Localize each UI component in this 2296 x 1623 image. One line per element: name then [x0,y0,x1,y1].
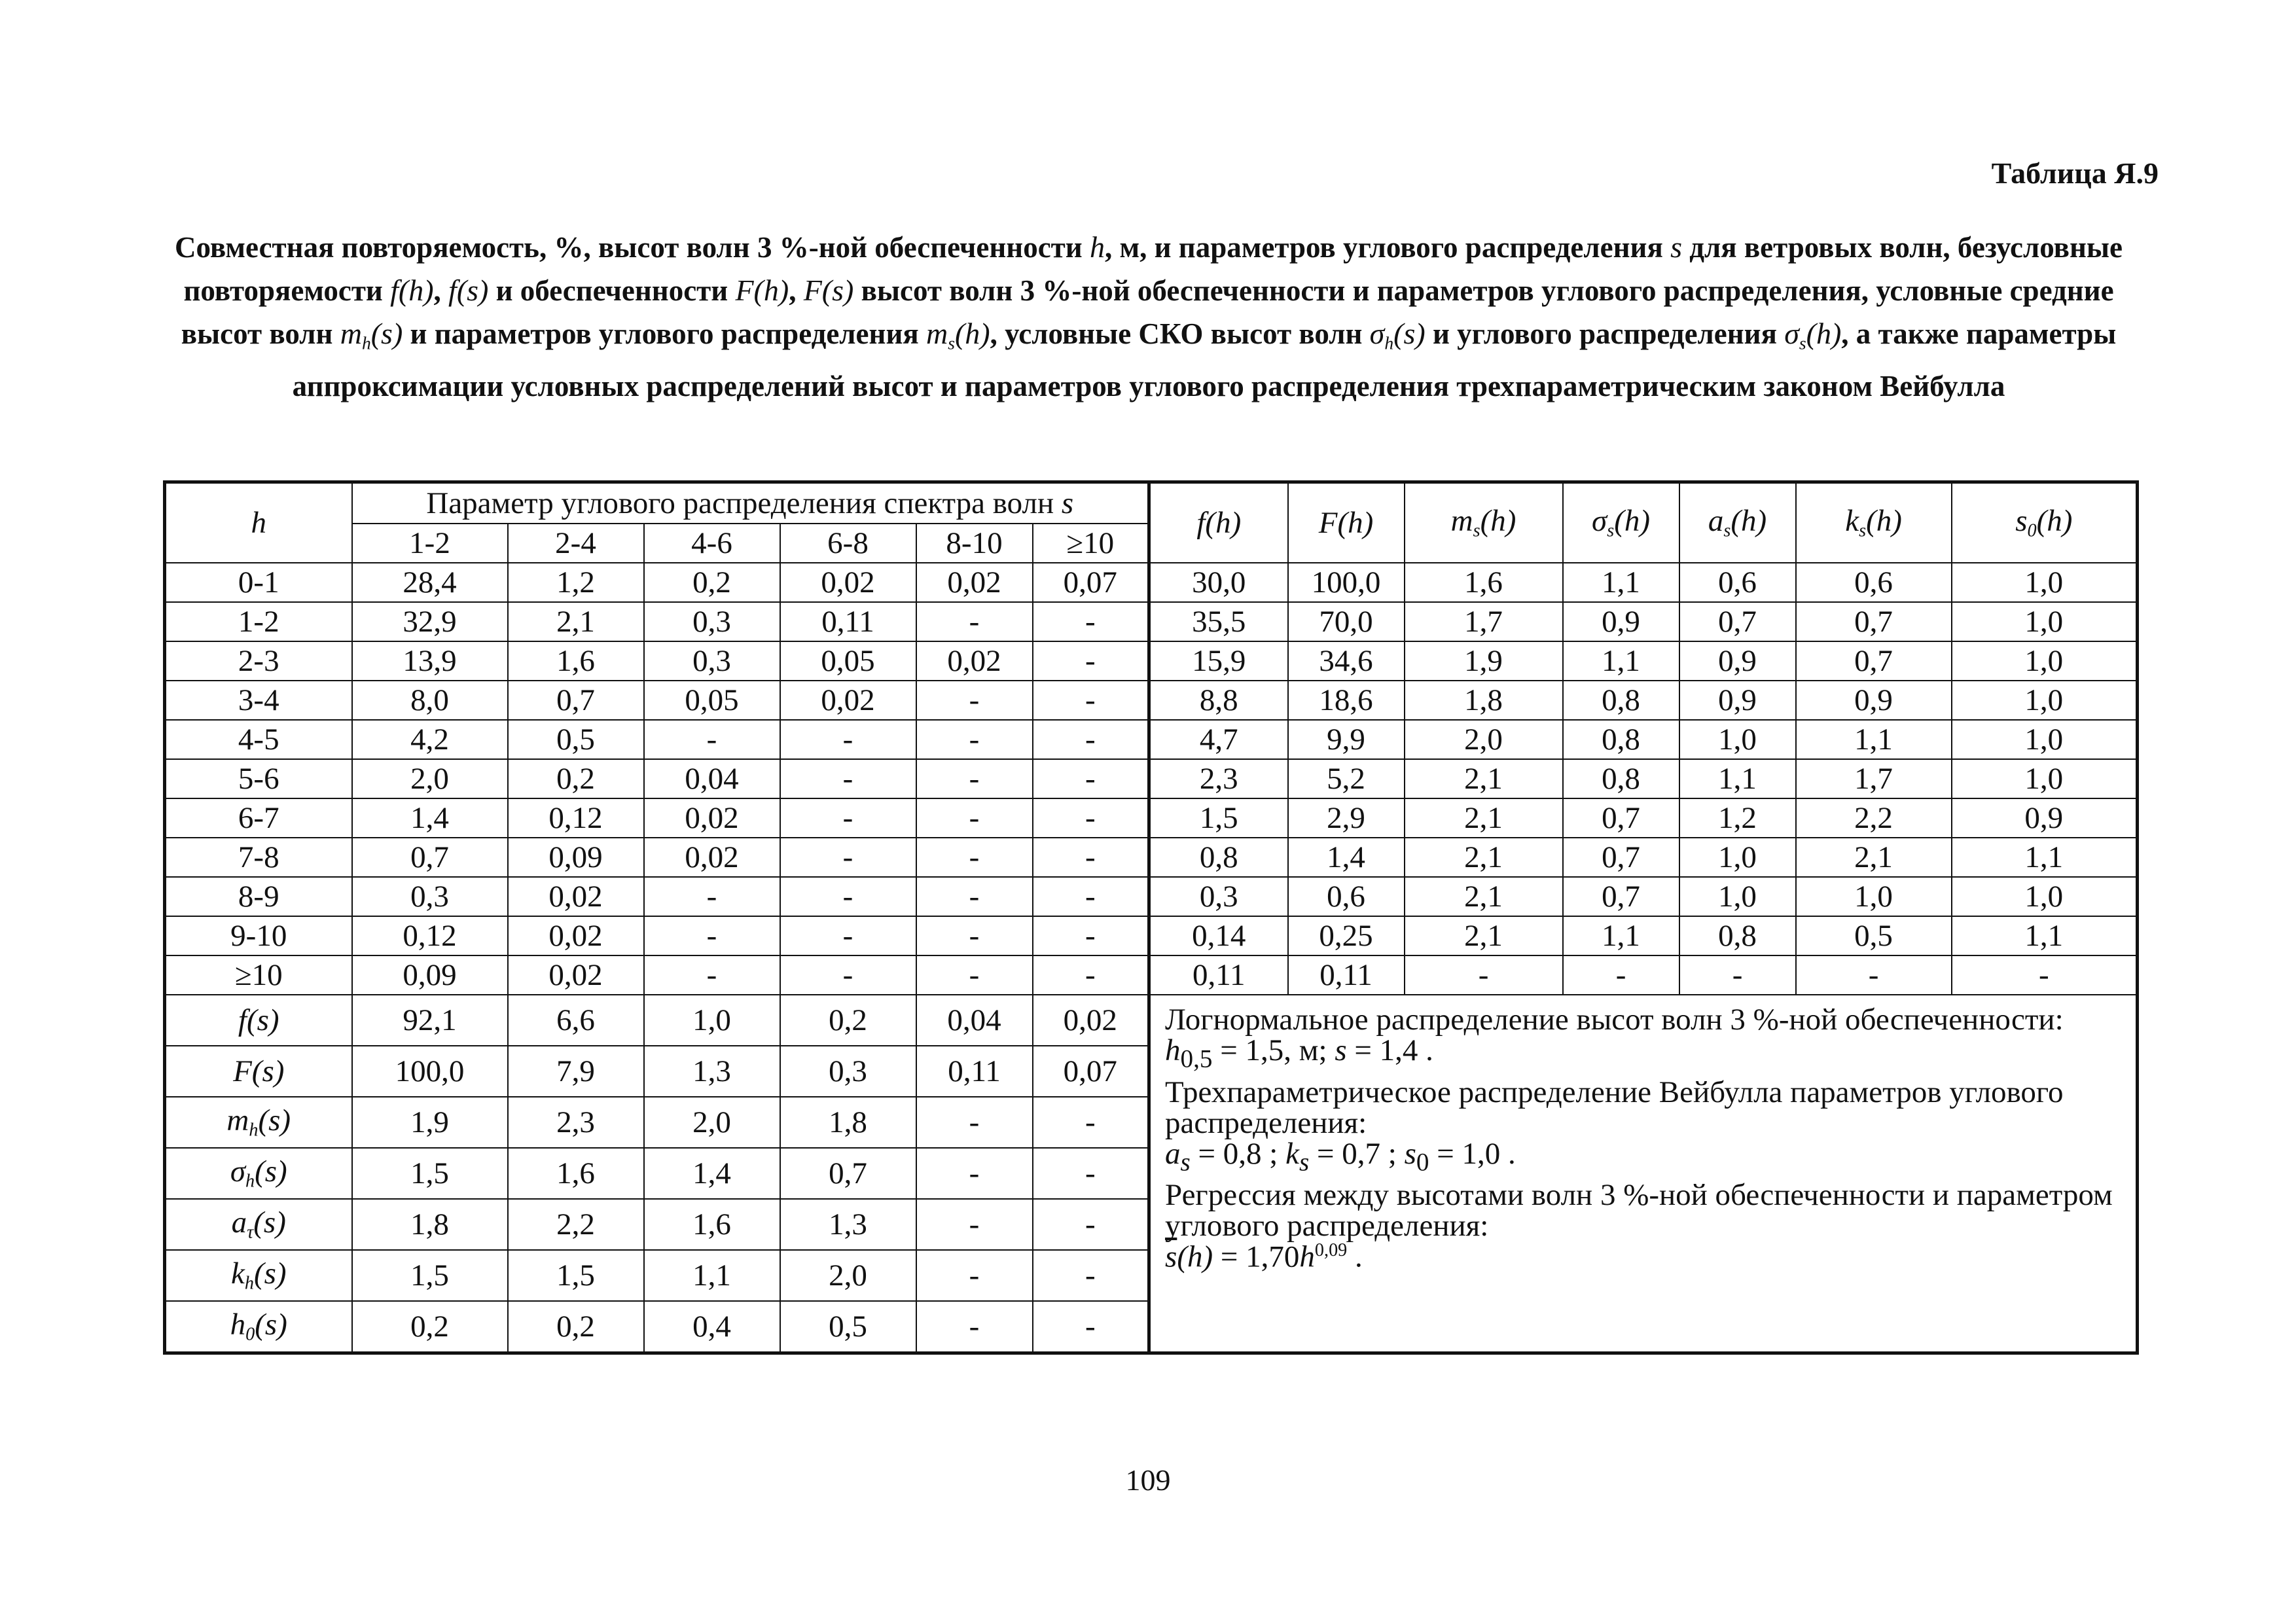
table-cell: 1,9 [1405,641,1563,681]
caption-symbol: s [1670,230,1682,264]
table-cell: 0,8 [1679,916,1796,955]
table-cell: - [916,916,1033,955]
table-cell: 0,02 [916,641,1033,681]
header-h: h [165,482,352,563]
row-h-label: 3-4 [165,681,352,720]
table-cell: 0,8 [1563,681,1679,720]
summary-cell: 0,2 [780,995,916,1046]
table-cell: - [644,955,780,995]
row-h-label: 0-1 [165,563,352,602]
summary-cell: 0,04 [916,995,1033,1046]
row-h-label: 1-2 [165,602,352,641]
table-cell: - [780,759,916,798]
table-cell: - [780,916,916,955]
header-bin: 1-2 [352,524,508,563]
caption-text: для ветровых волн, безусловные повторяемости [183,231,2123,307]
table-cell: - [780,877,916,916]
table-cell: 0,7 [1679,602,1796,641]
table-cell: 0,9 [1679,641,1796,681]
table-cell: - [780,798,916,838]
summary-label: $\sigma_h(s)$ [165,1148,352,1199]
table-cell: 1,1 [1952,838,2138,877]
table-cell: 1,0 [1679,838,1796,877]
table-cell: 0,6 [1288,877,1405,916]
note-weibull: Трехпараметрическое распределение Вейбулла параметров углового распределения: $a_s = 0,8$ ; $k_s = 0,7$ ; $s_0 = 1,0$ . [1165,1075,2064,1176]
summary-cell: 1,4 [644,1148,780,1199]
table-cell: 1,1 [1679,759,1796,798]
table-cell: - [1033,602,1149,641]
table-cell: - [644,877,780,916]
summary-cell: 1,1 [644,1250,780,1301]
table-cell: - [916,720,1033,759]
summary-cell: 92,1 [352,995,508,1046]
header-bin: ≥10 [1033,524,1149,563]
table-cell: - [916,759,1033,798]
summary-body [165,995,2138,1353]
header-s0-h: $s_0(h)$ [1952,482,2138,563]
summary-cell: 2,0 [644,1097,780,1148]
row-h-label: 8-9 [165,877,352,916]
table-cell: 0,07 [1033,563,1149,602]
table-cell: 0,14 [1149,916,1288,955]
table-cell: 0,05 [780,641,916,681]
header-sigma-s-h: $\sigma_s(h)$ [1563,482,1679,563]
table-cell: 2,1 [508,602,644,641]
summary-cell: 2,2 [508,1199,644,1250]
table-cell: 2,1 [1405,759,1563,798]
table-cell: 2,1 [1405,838,1563,877]
table-cell: 2,1 [1796,838,1952,877]
row-h-label: 6-7 [165,798,352,838]
table-cell: 2,1 [1405,916,1563,955]
header-as-h: $a_s(h)$ [1679,482,1796,563]
table-cell: - [916,838,1033,877]
table-cell: 1,7 [1796,759,1952,798]
table-label: Таблица Я.9 [1991,156,2159,190]
header-ms-h: $m_s(h)$ [1405,482,1563,563]
table-cell: - [644,916,780,955]
table-cell: 1,0 [1952,720,2138,759]
header-bin: 2-4 [508,524,644,563]
row-h-label: 7-8 [165,838,352,877]
table-cell: - [916,602,1033,641]
table-cell: 0,6 [1679,563,1796,602]
table-cell: - [1033,955,1149,995]
summary-cell: 1,5 [352,1148,508,1199]
table-cell: 9,9 [1288,720,1405,759]
summary-cell: 7,9 [508,1046,644,1097]
table-cell: 32,9 [352,602,508,641]
table-cell: 0,11 [1288,955,1405,995]
summary-cell: - [916,1148,1033,1199]
row-h-label: ≥10 [165,955,352,995]
table-cell: - [1796,955,1952,995]
header-bin: 8-10 [916,524,1033,563]
table-cell: 0,11 [1149,955,1288,995]
table-cell: - [1033,641,1149,681]
table-cell: 0,12 [352,916,508,955]
table-cell: 0,05 [644,681,780,720]
table-cell: 0,9 [1679,681,1796,720]
table-cell: 1,2 [1679,798,1796,838]
table-row [165,720,2138,759]
table-cell: 1,5 [1149,798,1288,838]
table-cell: 1,1 [1563,563,1679,602]
table-cell: - [1033,916,1149,955]
caption-text: , [789,274,797,307]
summary-label: $h_0(s)$ [165,1301,352,1353]
table-cell: 0,09 [352,955,508,995]
table-cell: 5,2 [1288,759,1405,798]
table-cell: - [916,681,1033,720]
table-cell: 1,1 [1796,720,1952,759]
table-cell: 4,2 [352,720,508,759]
summary-label: f(s) [165,995,352,1046]
summary-cell: - [916,1199,1033,1250]
summary-cell: 0,07 [1033,1046,1149,1097]
summary-cell: - [1033,1148,1149,1199]
summary-cell: 1,6 [508,1148,644,1199]
table-cell: 1,4 [352,798,508,838]
table-cell: 0,7 [1563,838,1679,877]
table-cell: - [1033,720,1149,759]
summary-label: $m_h(s)$ [165,1097,352,1148]
summary-cell: 0,2 [508,1301,644,1353]
table-row [165,759,2138,798]
table-cell: 1,0 [1952,563,2138,602]
table-cell: - [1033,838,1149,877]
table-cell: 8,0 [352,681,508,720]
row-h-label: 2-3 [165,641,352,681]
caption-symbol: F(s) [803,274,854,307]
table-cell: 34,6 [1288,641,1405,681]
table-cell: 0,8 [1563,720,1679,759]
table-cell: 0,7 [1563,798,1679,838]
table-row [165,955,2138,995]
table-cell: 1,4 [1288,838,1405,877]
table-cell: 1,1 [1563,641,1679,681]
table-cell: 0,12 [508,798,644,838]
approximation-notes [1149,995,2138,1353]
table-cell: 1,2 [508,563,644,602]
table-cell: 0,09 [508,838,644,877]
caption-symbol: f(s) [448,274,489,307]
table-cell: - [780,720,916,759]
table-row [165,798,2138,838]
caption-text: , условные СКО высот волн [990,317,1363,350]
caption-text: и углового распределения [1432,317,1777,350]
summary-cell: 0,3 [780,1046,916,1097]
table-cell: 0,02 [644,838,780,877]
summary-label: $a_\tau(s)$ [165,1199,352,1250]
table-cell: 1,1 [1563,916,1679,955]
table-cell: - [1563,955,1679,995]
table-cell: 2,2 [1796,798,1952,838]
summary-cell: 2,0 [780,1250,916,1301]
table-cell: 0,02 [508,955,644,995]
table-cell: 0,02 [780,681,916,720]
table-cell: 0,8 [1149,838,1288,877]
summary-cell: - [1033,1301,1149,1353]
caption-text: , [433,274,441,307]
table-cell: 0,2 [644,563,780,602]
table-cell: 1,0 [1796,877,1952,916]
table-cell: 0,6 [1796,563,1952,602]
table-cell: - [1033,877,1149,916]
table-cell: 1,0 [1952,602,2138,641]
summary-cell: 0,2 [352,1301,508,1353]
table-cell: 0,7 [1563,877,1679,916]
table-cell: 1,7 [1405,602,1563,641]
summary-cell: 1,5 [508,1250,644,1301]
summary-cell: 0,11 [916,1046,1033,1097]
table-cell: 1,0 [1952,759,2138,798]
table-cell: 0,02 [508,877,644,916]
table-cell: - [1033,759,1149,798]
caption-text: и параметров углового распределения [410,317,919,350]
summary-cell: 1,5 [352,1250,508,1301]
table-cell: 2,0 [1405,720,1563,759]
summary-cell: - [916,1250,1033,1301]
summary-label: F(s) [165,1046,352,1097]
table-cell: 1,0 [1679,877,1796,916]
summary-cell: 0,02 [1033,995,1149,1046]
table-row [165,563,2138,602]
summary-cell: - [916,1301,1033,1353]
table-cell: - [916,798,1033,838]
table-cell: 0,8 [1563,759,1679,798]
table-row [165,838,2138,877]
table-row [165,602,2138,641]
caption-symbol: $m_h(s)$ [340,317,403,353]
table-cell: 18,6 [1288,681,1405,720]
caption-symbol: F(h) [735,274,789,307]
table-cell: 1,8 [1405,681,1563,720]
table-cell: 2,1 [1405,877,1563,916]
table-cell: 2,1 [1405,798,1563,838]
table-cell: 0,11 [780,602,916,641]
caption-text: , м, и параметров углового распределения [1104,231,1663,264]
table-cell: 0,5 [1796,916,1952,955]
table-cell: 0,9 [1796,681,1952,720]
table-cell: 8,8 [1149,681,1288,720]
row-h-label: 9-10 [165,916,352,955]
header-F-h: F(h) [1288,482,1405,563]
summary-cell: 6,6 [508,995,644,1046]
page-number: 109 [1125,1463,1171,1497]
table-cell: 0,02 [780,563,916,602]
table-cell: 1,0 [1679,720,1796,759]
table-cell: 0,9 [1563,602,1679,641]
table-cell: 1,1 [1952,916,2138,955]
table-cell: 0,9 [1952,798,2138,838]
summary-cell: - [1033,1199,1149,1250]
summary-cell: 0,5 [780,1301,916,1353]
summary-cell: 0,4 [644,1301,780,1353]
caption-symbol: $m_s(h)$ [925,317,990,353]
table-cell: 2,0 [352,759,508,798]
row-h-label: 4-5 [165,720,352,759]
table-cell: 1,6 [1405,563,1563,602]
table-cell: 15,9 [1149,641,1288,681]
table-cell: 1,0 [1952,877,2138,916]
header-bin: 4-6 [644,524,780,563]
summary-cell: 1,0 [644,995,780,1046]
table-cell: 70,0 [1288,602,1405,641]
summary-cell: - [1033,1250,1149,1301]
header-ks-h: $k_s(h)$ [1796,482,1952,563]
table-cell: - [1405,955,1563,995]
table-cell: 4,7 [1149,720,1288,759]
table-row [165,916,2138,955]
caption-text: высот волн 3 %-ной обеспеченности и параметров углового распределения, условные средние высот волн [181,274,2114,350]
summary-cell: 1,8 [352,1199,508,1250]
table-cell: 28,4 [352,563,508,602]
table-cell: - [916,955,1033,995]
caption-text: , а также параметры аппроксимации условных распределений высот и параметров углового распределения трехпараметрическим законом Вейбулла [292,317,2117,403]
note-lognormal: Логнормальное распределение высот волн 3 %-ной обеспеченности: $h_{0,5} = 1,5$, м; s = 1,4 . [1165,1003,2064,1073]
table-cell: - [1033,681,1149,720]
summary-cell: 1,3 [780,1199,916,1250]
table-cell: 0,3 [1149,877,1288,916]
note-regression: Регрессия между высотами волн 3 %-ной обеспеченности и параметром углового распределения: $\overline{s}(h) = 1,70h^{0,09}$ . [1165,1178,2113,1274]
table-row [165,681,2138,720]
table-cell: 0,2 [508,759,644,798]
table-cell: - [780,838,916,877]
table-cell: 35,5 [1149,602,1288,641]
table-cell: 0,3 [352,877,508,916]
table-cell: - [780,955,916,995]
summary-cell: 1,9 [352,1097,508,1148]
caption-symbol: $\sigma_h(s)$ [1369,317,1426,353]
table-cell: 2,9 [1288,798,1405,838]
table-cell: 13,9 [352,641,508,681]
table-cell: 1,0 [1952,681,2138,720]
summary-cell: - [1033,1097,1149,1148]
data-body [165,563,2138,995]
data-table [163,480,2139,1355]
caption-symbol: $\sigma_s(h)$ [1784,317,1842,353]
table-cell: 0,7 [1796,641,1952,681]
table-cell: 0,3 [644,641,780,681]
table-cell: 0,02 [508,916,644,955]
table-cell: 100,0 [1288,563,1405,602]
header-bin: 6-8 [780,524,916,563]
table-row [165,877,2138,916]
table-row [165,641,2138,681]
summary-cell: 1,3 [644,1046,780,1097]
table-cell: 0,7 [1796,602,1952,641]
summary-label: $k_h(s)$ [165,1250,352,1301]
summary-cell: 1,6 [644,1199,780,1250]
caption-symbol: f(h) [390,274,434,307]
table-cell: - [1952,955,2138,995]
header-row [165,482,2138,524]
summary-row [165,995,2138,1046]
table-cell: 0,5 [508,720,644,759]
summary-cell: 0,7 [780,1148,916,1199]
table-cell: - [1679,955,1796,995]
table-caption [164,226,2134,408]
header-group: Параметр углового распределения спектра волн s [352,482,1149,524]
table-cell: 0,25 [1288,916,1405,955]
summary-cell: 2,3 [508,1097,644,1148]
table-cell: 1,6 [508,641,644,681]
table-cell: 0,04 [644,759,780,798]
table-cell: 2,3 [1149,759,1288,798]
summary-cell: - [916,1097,1033,1148]
table-cell: 0,7 [352,838,508,877]
caption-symbol: h [1089,230,1105,264]
table-cell: - [644,720,780,759]
summary-cell: 1,8 [780,1097,916,1148]
table-cell: 30,0 [1149,563,1288,602]
table-cell: 0,02 [916,563,1033,602]
table-cell: 0,7 [508,681,644,720]
header-f-h: f(h) [1149,482,1288,563]
summary-cell: 100,0 [352,1046,508,1097]
table-cell: 0,02 [644,798,780,838]
table-cell: - [1033,798,1149,838]
row-h-label: 5-6 [165,759,352,798]
table-cell: 1,0 [1952,641,2138,681]
table-cell: - [916,877,1033,916]
caption-text: и обеспеченности [495,274,728,307]
table-cell: 0,3 [644,602,780,641]
caption-text: Совместная повторяемость, %, высот волн 3 %-ной обеспеченности [175,231,1083,264]
